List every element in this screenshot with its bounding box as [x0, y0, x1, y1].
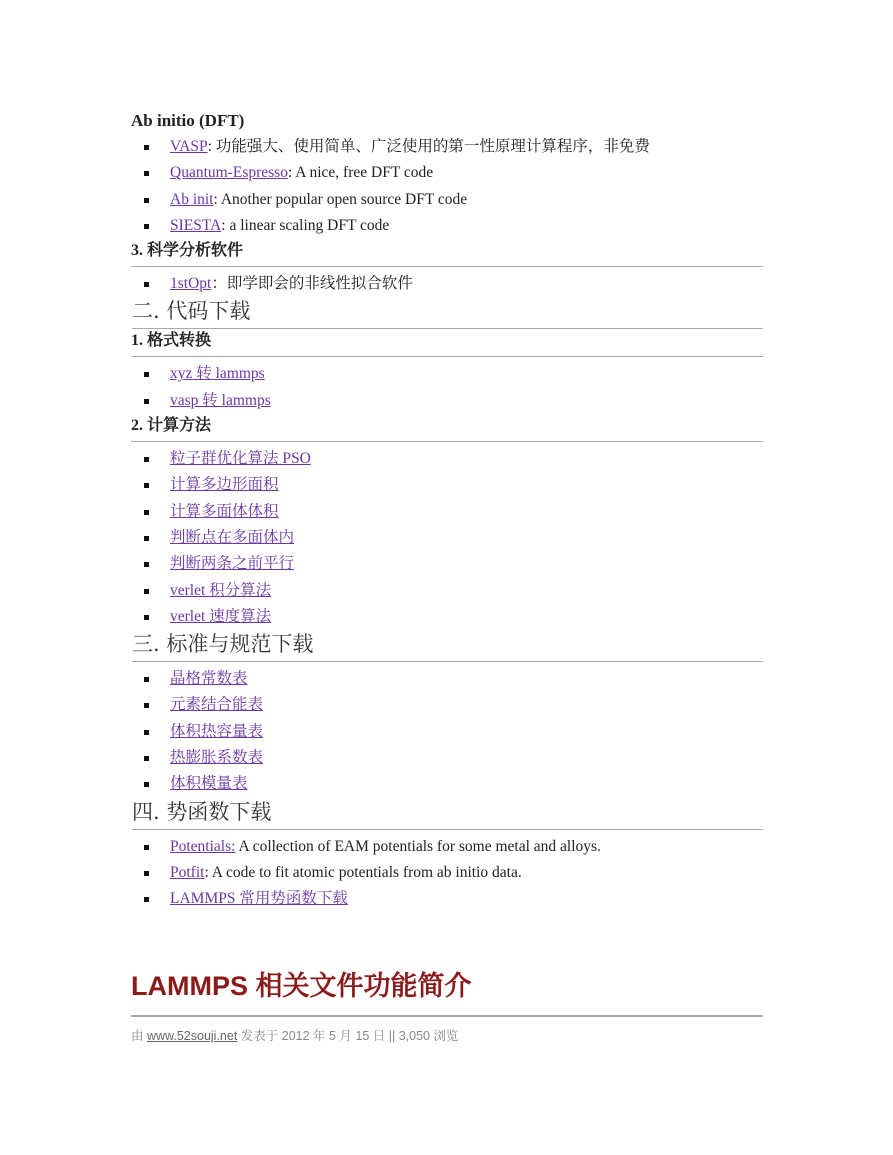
- list-item: [131, 692, 763, 718]
- list-item: [131, 134, 763, 160]
- verlet-integration-link[interactable]: verlet 积分算法: [170, 581, 272, 599]
- list-item-text: : A code to fit atomic potentials from ab initio data.: [204, 863, 522, 881]
- bullet-icon: [144, 562, 149, 567]
- bullet-icon: [144, 224, 149, 229]
- thermal-expansion-link[interactable]: 热膨胀系数表: [170, 749, 264, 767]
- section-heading-code-download: 二. 代码下载: [132, 297, 763, 329]
- lattice-constants-link[interactable]: 晶格常数表: [170, 670, 248, 688]
- bullet-icon: [144, 897, 149, 902]
- meta-suffix: 发表于 2012 年 5 月 15 日 || 3,050 浏览: [237, 1029, 459, 1043]
- section-heading-standards: 三. 标准与规范下载: [132, 630, 763, 662]
- pso-link[interactable]: 粒子群优化算法 PSO: [170, 450, 311, 468]
- potfit-link[interactable]: Potfit: [170, 863, 205, 881]
- bullet-icon: [144, 457, 149, 462]
- bullet-icon: [144, 282, 149, 287]
- article-meta: [131, 1026, 458, 1044]
- potentials-link[interactable]: Potentials:: [170, 837, 236, 855]
- list-item: [131, 388, 763, 414]
- list-item: [131, 578, 763, 604]
- title-divider: [131, 1015, 763, 1017]
- list-item: [131, 860, 763, 886]
- list-item: [131, 446, 763, 472]
- methods-list: [131, 446, 763, 630]
- list-item: [131, 499, 763, 525]
- section-heading-methods: 2. 计算方法: [131, 414, 763, 442]
- list-item: [131, 361, 763, 387]
- bullet-icon: [144, 756, 149, 761]
- section-heading-analysis: 3. 科学分析软件: [131, 239, 763, 267]
- list-item: [131, 472, 763, 498]
- list-item-text: A collection of EAM potentials for some metal and alloys.: [235, 837, 601, 855]
- list-item: [131, 525, 763, 551]
- author-link[interactable]: www.52souji.net: [146, 1029, 238, 1043]
- meta-prefix: 由: [131, 1029, 147, 1043]
- section-heading-dft: Ab initio (DFT): [131, 111, 245, 130]
- format-conversion-list: [131, 361, 763, 414]
- bullet-icon: [144, 145, 149, 150]
- bullet-icon: [144, 615, 149, 620]
- bulk-modulus-link[interactable]: 体积模量表: [170, 775, 248, 793]
- bullet-icon: [144, 730, 149, 735]
- bullet-icon: [144, 510, 149, 515]
- bullet-icon: [144, 399, 149, 404]
- vasp-link[interactable]: VASP: [170, 138, 208, 155]
- list-item: [131, 213, 763, 239]
- list-item: [131, 886, 763, 912]
- list-item: [131, 160, 763, 186]
- verlet-velocity-link[interactable]: verlet 速度算法: [170, 607, 272, 625]
- section-heading-potentials: 四. 势函数下载: [132, 798, 763, 830]
- quantum-espresso-link[interactable]: Quantum-Espresso: [170, 164, 288, 182]
- bullet-icon: [144, 372, 149, 377]
- list-item: [131, 604, 763, 630]
- list-item: [131, 187, 763, 213]
- list-item: [131, 666, 763, 692]
- list-item-text: : Another popular open source DFT code: [213, 190, 468, 208]
- dft-software-list: [131, 134, 763, 239]
- 1stopt-link[interactable]: 1stOpt: [170, 275, 212, 293]
- bullet-icon: [144, 845, 149, 850]
- bullet-icon: [144, 677, 149, 682]
- point-in-polyhedron-link[interactable]: 判断点在多面体内: [170, 528, 295, 546]
- polygon-area-link[interactable]: 计算多边形面积: [170, 476, 279, 494]
- potentials-list: [131, 834, 763, 913]
- article-title: LAMMPS 相关文件功能简介: [131, 971, 472, 1001]
- siesta-link[interactable]: SIESTA: [170, 216, 222, 234]
- section-heading-format-conversion: 1. 格式转换: [131, 329, 763, 357]
- list-item-text: ：即学即会的非线性拟合软件: [211, 275, 413, 293]
- bullet-icon: [144, 871, 149, 876]
- list-item: [131, 719, 763, 745]
- list-item: [131, 271, 763, 297]
- lammps-potentials-link[interactable]: LAMMPS 常用势函数下载: [170, 890, 348, 908]
- xyz-to-lammps-link[interactable]: xyz 转 lammps: [170, 365, 265, 383]
- bullet-icon: [144, 198, 149, 203]
- list-item: [131, 771, 763, 797]
- bullet-icon: [144, 171, 149, 176]
- bullet-icon: [144, 536, 149, 541]
- bullet-icon: [144, 483, 149, 488]
- polyhedron-volume-link[interactable]: 计算多面体体积: [170, 502, 279, 520]
- abinit-link[interactable]: Ab init: [170, 190, 214, 208]
- bullet-icon: [144, 589, 149, 594]
- bullet-icon: [144, 782, 149, 787]
- list-item: [131, 551, 763, 577]
- standards-list: [131, 666, 763, 797]
- list-item-text: : a linear scaling DFT code: [221, 216, 390, 234]
- list-item: [131, 834, 763, 860]
- parallel-check-link[interactable]: 判断两条之前平行: [170, 555, 295, 573]
- vasp-to-lammps-link[interactable]: vasp 转 lammps: [170, 391, 271, 409]
- document-body: [131, 108, 763, 913]
- binding-energy-link[interactable]: 元素结合能表: [170, 696, 264, 714]
- list-item-text: : A nice, free DFT code: [287, 164, 434, 182]
- list-item-text: : 功能强大、使用简单、广泛使用的第一性原理计算程序，非免费: [207, 138, 650, 155]
- heat-capacity-link[interactable]: 体积热容量表: [170, 722, 264, 740]
- analysis-software-list: [131, 271, 763, 297]
- list-item: [131, 745, 763, 771]
- bullet-icon: [144, 703, 149, 708]
